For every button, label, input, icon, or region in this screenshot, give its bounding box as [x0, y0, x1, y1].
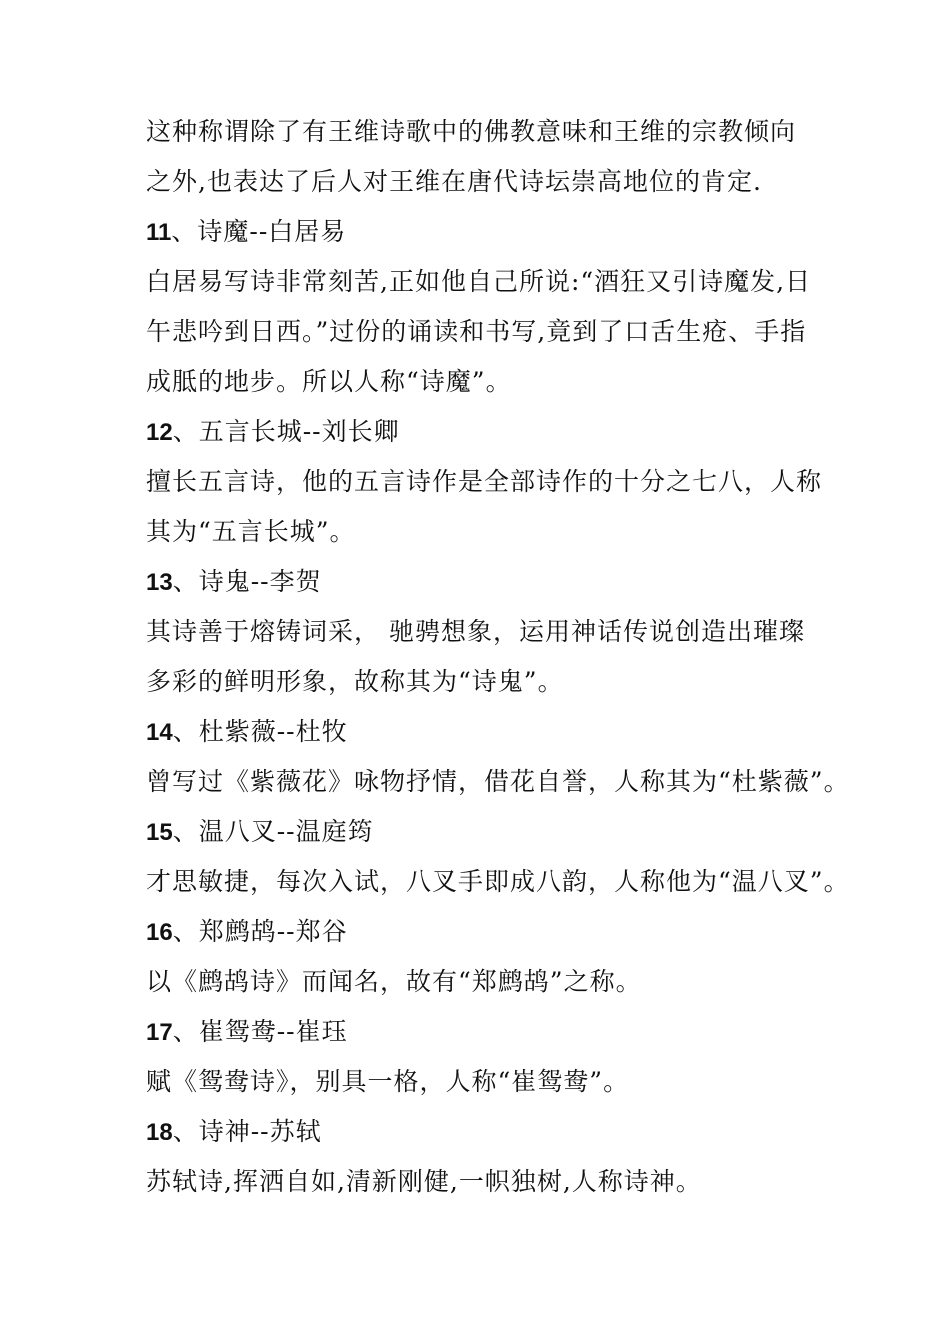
section-heading-13	[146, 566, 322, 599]
section-number: 12	[146, 419, 173, 446]
section-title: 、诗魔--白居易	[171, 217, 347, 246]
section-number: 11	[146, 219, 172, 246]
section-number: 13	[146, 569, 173, 596]
section-title: 、温八叉--温庭筠	[172, 817, 374, 846]
section-number: 16	[146, 919, 173, 946]
section-heading-17	[146, 1016, 348, 1049]
section-heading-11	[146, 216, 346, 249]
body-text-line: 其诗善于熔铸词采， 驰骋想象，运用神话传说创造出璀璨	[146, 617, 805, 646]
body-text-line: 之外,也表达了后人对王维在唐代诗坛崇高地位的肯定.	[146, 167, 762, 196]
section-number: 15	[146, 819, 173, 846]
section-heading-14	[146, 716, 348, 749]
body-text-line: 成胝的地步。所以人称“诗魔”。	[146, 367, 512, 396]
body-text-line: 多彩的鲜明形象，故称其为“诗鬼”。	[146, 667, 564, 696]
section-number: 17	[146, 1019, 173, 1046]
section-title: 、杜紫薇--杜牧	[172, 717, 348, 746]
section-title: 、崔鸳鸯--崔珏	[172, 1017, 348, 1046]
section-heading-16	[146, 916, 348, 949]
body-text-line: 才思敏捷，每次入试，八叉手即成八韵，人称他为“温八叉”。	[146, 867, 850, 896]
section-heading-18	[146, 1116, 322, 1149]
section-title: 、郑鹧鸪--郑谷	[172, 917, 348, 946]
body-text-line: 苏轼诗,挥洒自如,清新刚健,一帜独树,人称诗神。	[146, 1167, 702, 1196]
body-text-line: 其为“五言长城”。	[146, 517, 356, 546]
body-text-line: 赋《鸳鸯诗》，别具一格，人称“崔鸳鸯”。	[146, 1067, 630, 1096]
section-title: 、诗鬼--李贺	[172, 567, 322, 596]
body-text-line: 午悲吟到日西。”过份的诵读和书写,竟到了口舌生疮、手指	[146, 317, 807, 346]
body-text-line: 曾写过《紫薇花》咏物抒情，借花自誉，人称其为“杜紫薇”。	[146, 767, 850, 796]
section-title: 、五言长城--刘长卿	[172, 417, 400, 446]
section-number: 14	[146, 719, 173, 746]
body-text-line: 白居易写诗非常刻苦,正如他自己所说:“酒狂又引诗魔发,日	[146, 267, 812, 296]
section-heading-12	[146, 416, 400, 449]
section-heading-15	[146, 816, 374, 849]
section-number: 18	[146, 1119, 173, 1146]
body-text-line: 这种称谓除了有王维诗歌中的佛教意味和王维的宗教倾向	[146, 117, 797, 146]
section-title: 、诗神--苏轼	[172, 1117, 322, 1146]
body-text-line: 以《鹧鸪诗》而闻名，故有“郑鹧鸪”之称。	[146, 967, 642, 996]
body-text-line: 擅长五言诗，他的五言诗作是全部诗作的十分之七八，人称	[146, 467, 823, 496]
